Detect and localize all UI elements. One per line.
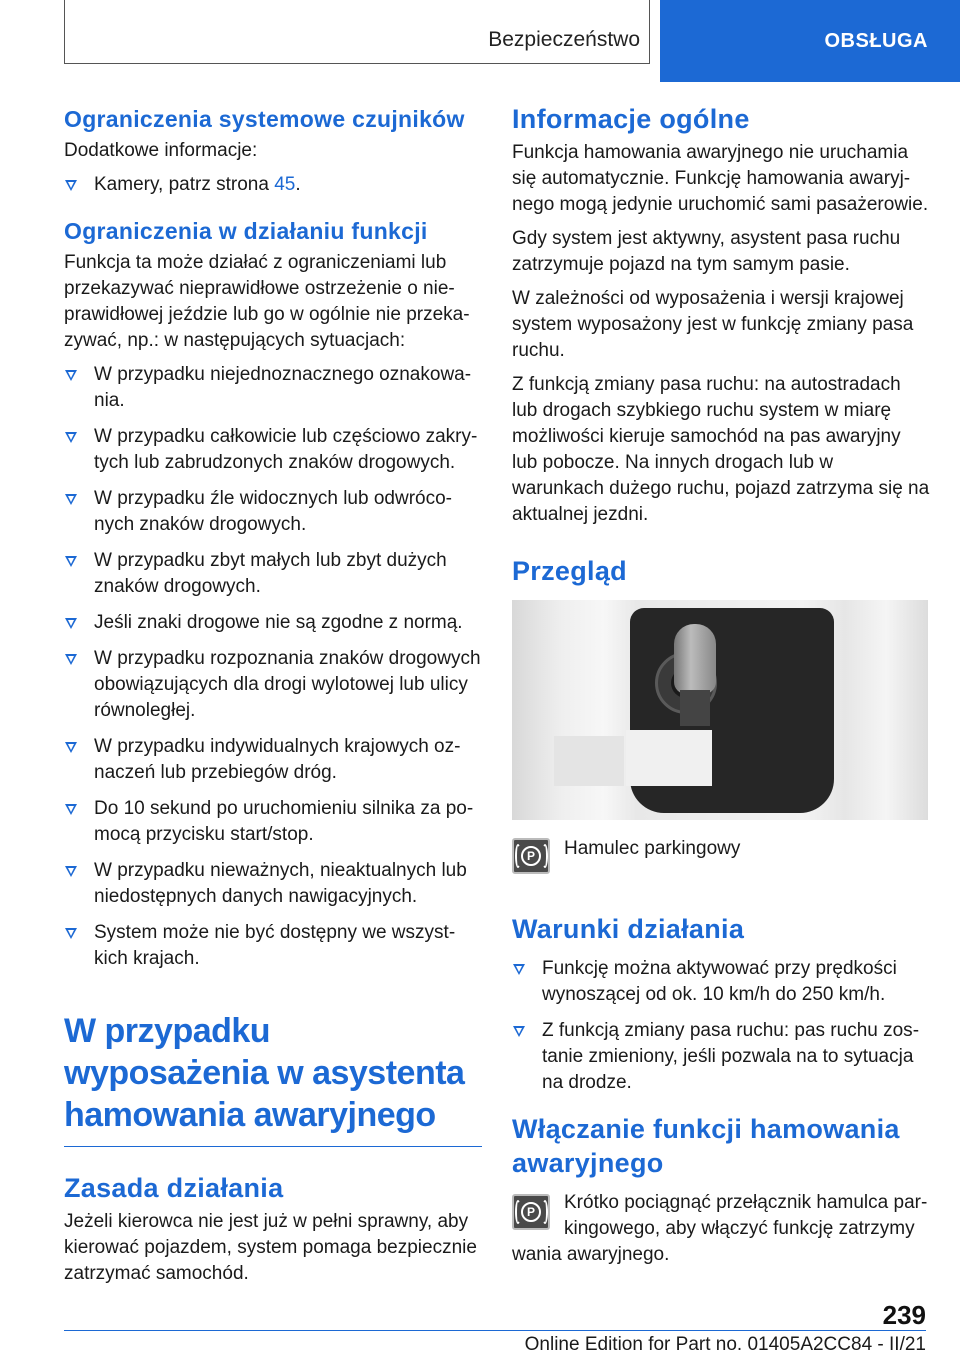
activation-instruction [512,1190,930,1268]
triangle-bullet-icon [65,804,77,815]
header-chapter-label: OBSŁUGA [824,30,928,52]
footer-rule [64,1330,926,1331]
list-item: Do 10 sekund po uruchomieniu silnika za pomocą przycisku start/stop. [64,796,482,848]
limits-list [64,362,482,972]
general-paragraph: Z funkcją zmiany pasa ruchu: na autostradach lub drogach szybkiego ruchu system w miarę możliwości kieruje samochód na pas awaryjny lub pobocze. Na innych drogach lub w warunkach dużego ruchu, pojazd zatrzyma się na aktualnej jezdni. [512,374,930,525]
right-column [512,100,930,1280]
list-item: Kamery, patrz strona 45. [64,172,482,198]
center-console-photo [512,600,928,820]
triangle-bullet-icon [65,370,77,381]
parking-brake-label: Hamulec parkingowy [564,838,741,859]
list-item: Jeśli znaki drogowe nie są zgodne z normą. [64,610,482,636]
sensor-intro: Dodatkowe informacje: [64,140,258,161]
list-item: W przypadku nieważnych, nieaktualnych lub niedostępnych danych nawigacyjnych. [64,858,482,910]
general-paragraph: W zależności od wyposażenia i wersji krajowej system wyposażony jest w funkcję zmiany pasa ruchu. [512,288,914,361]
list-item: W przypadku rozpoznania znaków drogowych obowiązujących dla drogi wylotowej lub ulicy równoległej. [64,646,482,724]
header-chapter-tab[interactable] [660,0,960,82]
heading-sensor-limits: Ograniczenia systemowe czujników [64,106,465,132]
triangle-bullet-icon [65,866,77,877]
list-item: Z funkcją zmiany pasa ruchu: pas ruchu zostanie zmieniony, jeśli pozwala na to sytuacja na drodze. [512,1018,930,1096]
list-item: System może nie być dostępny we wszystkich krajach. [64,920,482,972]
parking-brake-icon: P [512,838,550,874]
console-tray-left [554,736,624,786]
triangle-bullet-icon [65,742,77,753]
heading-emergency-assistant: W przypadku wyposażenia w asystenta hamowania awaryjnego [64,1010,482,1147]
triangle-bullet-icon [65,556,77,567]
list-item: W przypadku niejednoznacznego oznakowania. [64,362,482,414]
conditions-list [512,956,930,1096]
gear-selector-icon [674,624,716,694]
list-item: Funkcję można aktywować przy prędkości wynoszącej od ok. 10 km/h do 250 km/h. [512,956,930,1008]
heading-activation: Włączanie funkcji hamowania awaryjnego [512,1114,900,1178]
console-tray [626,730,712,786]
heading-principle: Zasada działania [64,1173,284,1203]
heading-conditions: Warunki działania [512,914,745,944]
header-section-title: Bezpieczeństwo [488,28,640,51]
triangle-bullet-icon [65,928,77,939]
heading-overview: Przegląd [512,556,627,586]
triangle-bullet-icon [65,432,77,443]
parking-brake-icon: P [512,1194,550,1230]
footer-edition: Online Edition for Part no. 01405A2CC84 - II/21 [524,1334,926,1355]
header-divider [649,0,650,64]
activation-text: Krótko pociągnąć przełącznik hamulca parkingowego, aby włączyć funkcję zatrzymy [564,1192,928,1239]
general-paragraph: Gdy system jest aktywny, asystent pasa ruchu zatrzymuje pojazd na tym samym pasie. [512,228,901,275]
list-item: W przypadku źle widocznych lub odwróconych znaków drogowych. [64,486,482,538]
activation-text-continued: wania awaryjnego. [512,1244,670,1265]
limits-intro: Funkcja ta może działać z ograniczeniami lub przekazywać nieprawidłowe ostrzeżenie o nieprawidłowej jeździe lub go w ogólnie nie przekazywać, np.: w następujących sytuacjach: [64,252,470,351]
parking-brake-legend [512,836,930,894]
gear-selector-base [680,690,710,726]
page-number: 239 [882,1300,926,1330]
triangle-bullet-icon [65,494,77,505]
general-paragraph: Funkcja hamowania awaryjnego nie uruchamia się automatycznie. Funkcję hamowania awaryjnego mogą jedynie uruchomić sami pasażerowie. [512,142,929,215]
page-link[interactable]: 45 [274,174,296,195]
triangle-bullet-icon [65,618,77,629]
list-item: W przypadku indywidualnych krajowych oznaczeń lub przebiegów dróg. [64,734,482,786]
triangle-bullet-icon [513,1026,525,1037]
triangle-bullet-icon [513,964,525,975]
heading-general-info: Informacje ogólne [512,104,750,134]
triangle-bullet-icon [65,180,77,191]
left-column [64,100,482,1295]
sensor-list [64,172,482,198]
header-left-rule [64,0,65,64]
heading-function-limits: Ograniczenia w działaniu funkcji [64,218,428,244]
list-item: W przypadku zbyt małych lub zbyt dużych znaków drogowych. [64,548,482,600]
principle-text: Jeżeli kierowca nie jest już w pełni sprawny, aby kierować pojazdem, system pomaga bezpiecznie zatrzymać samochód. [64,1211,477,1284]
list-item: W przypadku całkowicie lub częściowo zakrytych lub zabrudzonych znaków drogowych. [64,424,482,476]
triangle-bullet-icon [65,654,77,665]
header-bottom-rule [64,63,650,64]
